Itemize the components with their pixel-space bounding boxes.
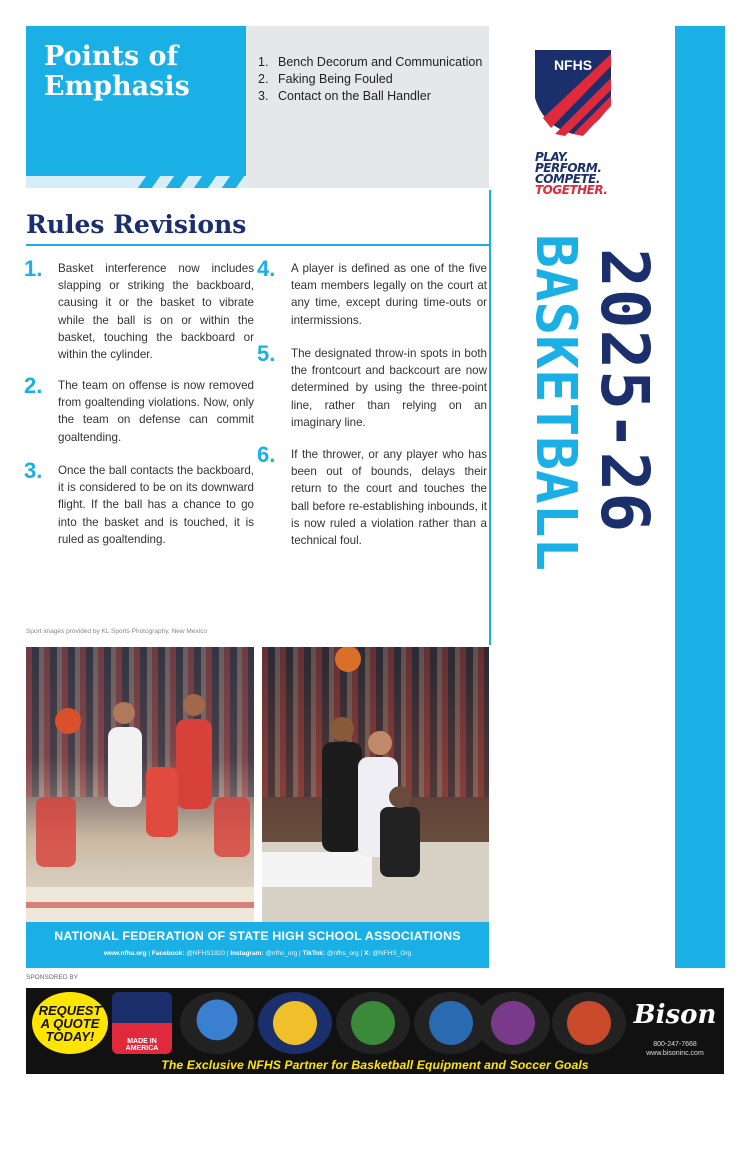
website-link[interactable]: www.nfhs.org [103, 950, 147, 957]
bison-contact: 800-247-7668 www.bisoninc.com [646, 1041, 704, 1057]
rule-text: The designated throw-in spots in both the frontcourt and backcourt are now determined by using the three-point line, rather than relying on an imaginary line. [291, 347, 487, 429]
brand-tagline: PLAY. PERFORM. COMPETE. TOGETHER. [535, 150, 608, 197]
rule-text: If the thrower, or any player who has been out of bounds, delays their return to the court and touches the ball before re-establishing inbounds, it is now ruled a violation rather than a technical foul. [291, 448, 487, 548]
federation-name: NATIONAL FEDERATION OF STATE HIGH SCHOOL ASSOCIATIONS [54, 929, 461, 943]
season-year: 2025-26 [586, 248, 663, 534]
rules-revisions-title: Rules Revisions [26, 210, 247, 239]
x-link[interactable]: @NFHS_Org [372, 950, 412, 957]
basketball-photo-1 [26, 647, 254, 922]
sport-title: BASKETBALL [523, 234, 588, 572]
list-item: 3. Contact on the Ball Handler [258, 89, 431, 103]
tiktok-link[interactable]: @nfhs_org [326, 950, 359, 957]
soccer-field-icon [336, 992, 410, 1054]
basketball-photo-2 [262, 647, 489, 922]
players-illustration [262, 647, 489, 922]
photo-credit: Sport images provided by KL Sports Photography, New Mexico [26, 628, 208, 635]
facebook-link[interactable]: @NFHS1920 [186, 950, 225, 957]
bison-logo[interactable]: Bison [633, 1000, 717, 1030]
rule-item [24, 256, 254, 363]
rule-item [257, 256, 487, 329]
rule-number: 4. [257, 256, 276, 281]
points-of-emphasis-list-panel [246, 26, 489, 188]
rule-number: 6. [257, 442, 276, 467]
decorative-stripes [26, 176, 246, 188]
rule-item [257, 341, 487, 431]
request-quote-badge[interactable]: REQUEST A QUOTE TODAY! [32, 992, 108, 1054]
list-item: 1. Bench Decorum and Communication [258, 55, 483, 69]
divider [26, 244, 489, 246]
soccer-player-icon [180, 992, 254, 1054]
points-of-emphasis-title: Points of Emphasis [44, 41, 190, 102]
basketball-hoop-icon [552, 992, 626, 1054]
rule-text: A player is defined as one of the five team members legally on the court at any time, except during time-outs or intermissions. [291, 262, 487, 327]
rule-item [24, 373, 254, 446]
rule-number: 5. [257, 341, 276, 366]
right-accent-bar [675, 26, 725, 968]
made-in-america-icon: MADE IN AMERICA [112, 992, 172, 1054]
players-illustration [26, 647, 254, 922]
rule-text: Once the ball contacts the backboard, it is considered to be on its downward flight. If the ball has a chance to go into the basket and is touched, it is ruled as goaltending. [58, 464, 254, 546]
nfhs-logo-icon [533, 48, 613, 136]
rule-number: 1. [24, 256, 43, 281]
rule-item [257, 442, 487, 549]
rule-item [24, 458, 254, 548]
bison-mascot-icon [258, 992, 332, 1054]
svg-text:NFHS: NFHS [553, 57, 593, 73]
rule-text: The team on offense is now removed from goaltending violations. Now, only the team on defense can commit goaltending. [58, 379, 254, 444]
rule-number: 3. [24, 458, 43, 483]
instagram-link[interactable]: @nfhs_org [265, 950, 298, 957]
rule-number: 2. [24, 373, 43, 398]
points-of-emphasis-list [258, 54, 483, 105]
divider [489, 190, 491, 645]
social-links: www.nfhs.org | Facebook: @NFHS1920 | Instagram: @nfhs_org | TikTok: @nfhs_org | X: @NFHS_Org [103, 950, 412, 957]
list-item: 2. Faking Being Fouled [258, 72, 393, 86]
sponsor-tagline: The Exclusive NFHS Partner for Basketball Equipment and Soccer Goals [161, 1058, 589, 1072]
sponsored-by-label: SPONSORED BY [26, 974, 79, 981]
rule-text: Basket interference now includes slapping or striking the backboard, causing it or the basket to vibrate while the ball is on or within the basket, touching the backboard or within the cylinder. [58, 262, 254, 362]
volleyball-icon [476, 992, 550, 1054]
